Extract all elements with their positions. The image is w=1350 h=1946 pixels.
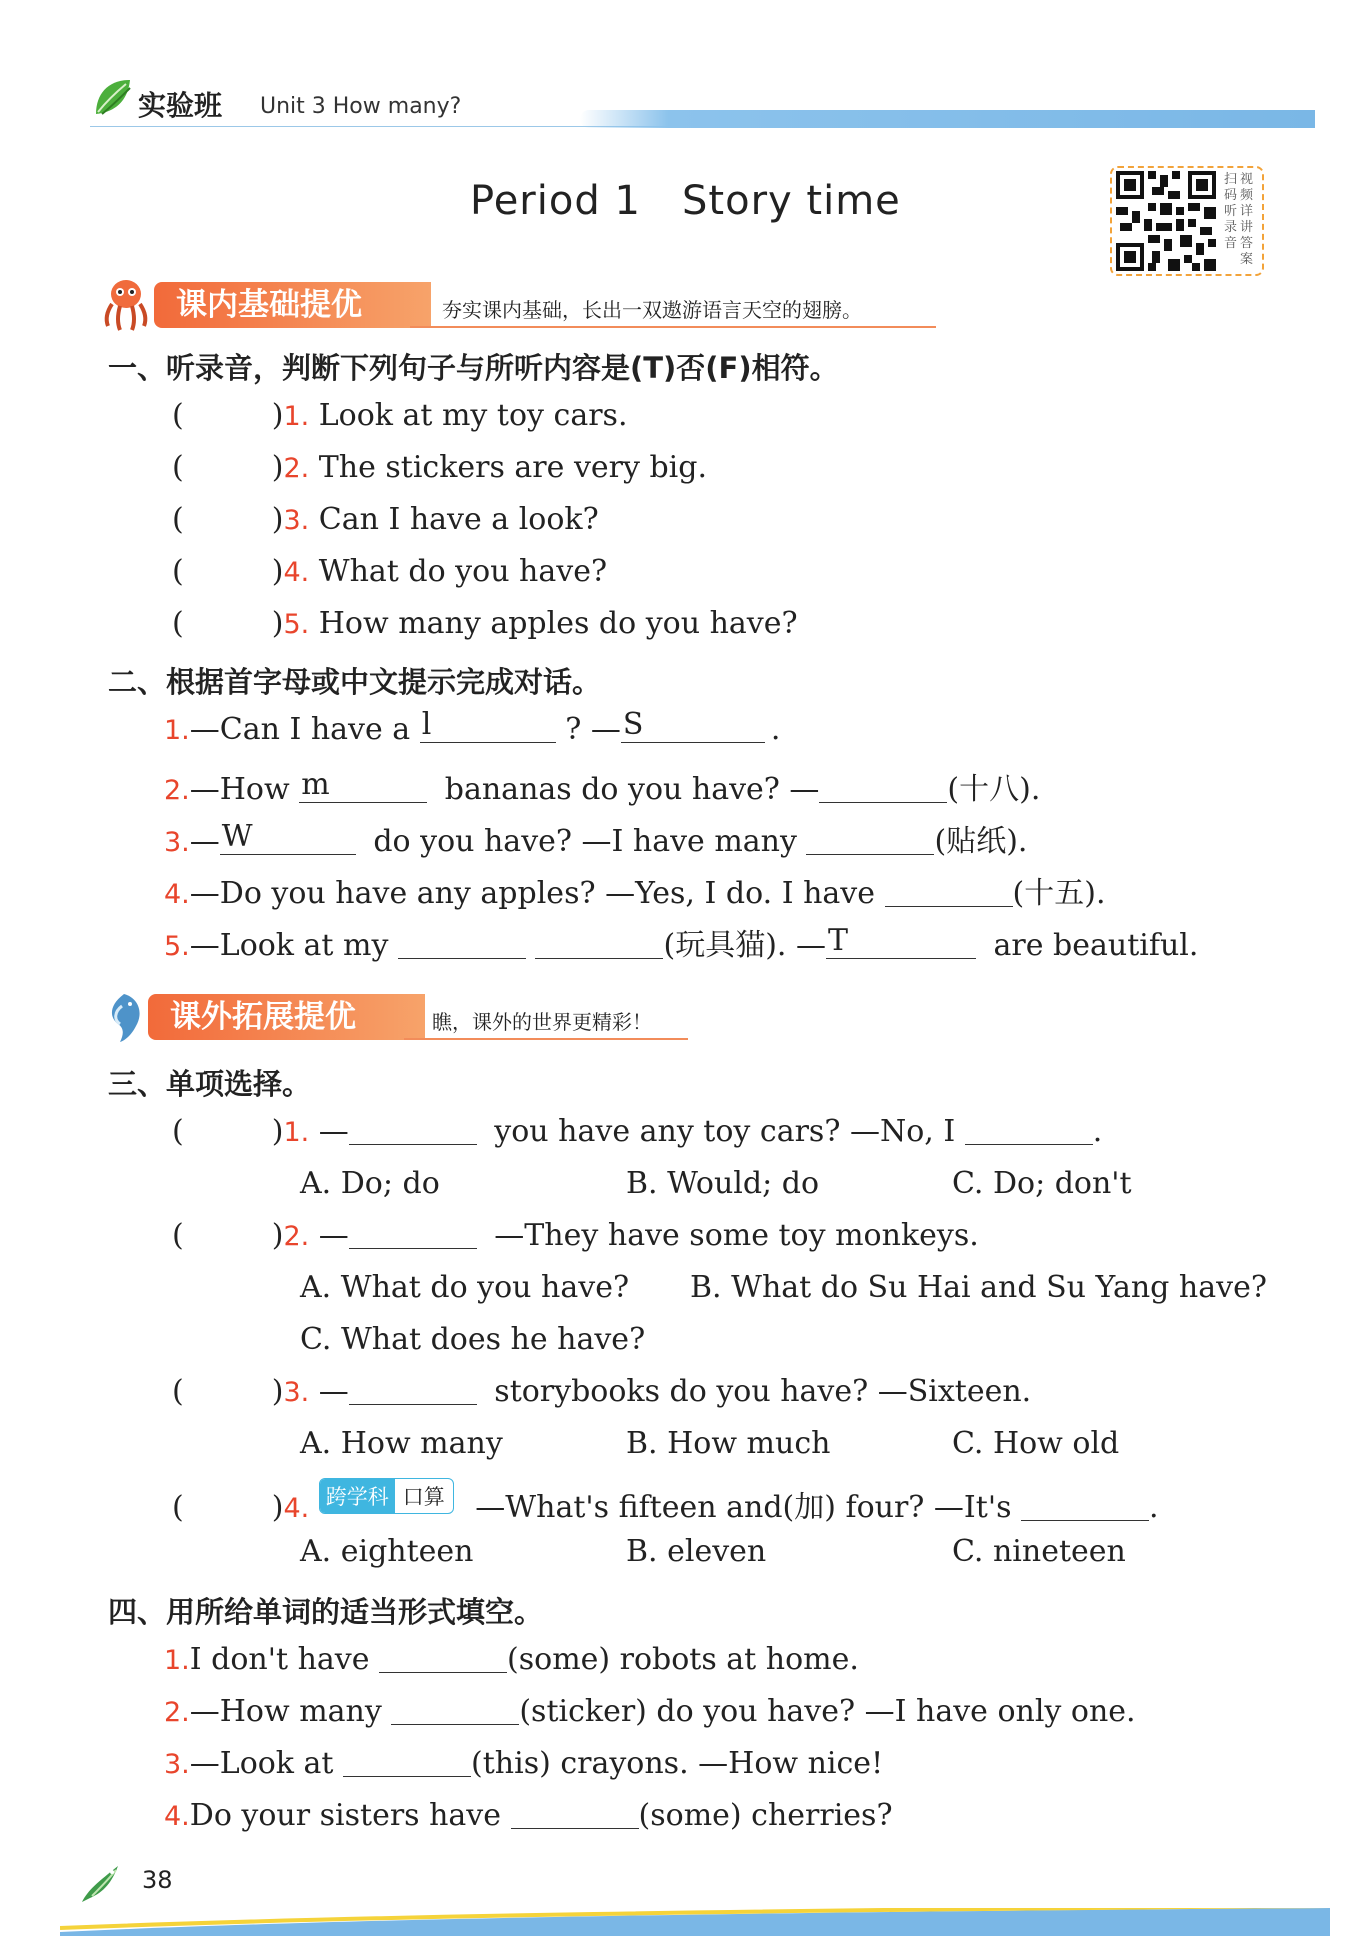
item-number: 3. [283, 505, 310, 536]
blank-input[interactable] [343, 1746, 471, 1777]
blank-input[interactable] [379, 1642, 507, 1673]
item-text: —Look at my [189, 928, 398, 963]
blank-input[interactable] [885, 876, 1013, 907]
item-text: —They have some toy monkeys. [494, 1218, 979, 1253]
section-banner-basic: 课内基础提优 [154, 282, 431, 328]
part4-item-1 [164, 1642, 859, 1677]
option-c[interactable]: C. What does he have? [300, 1322, 646, 1357]
item-number: 5. [164, 931, 190, 962]
option-c[interactable]: C. nineteen [952, 1534, 1126, 1569]
part2-item-2 [164, 764, 1040, 808]
item-number: 1. [164, 715, 190, 746]
option-a[interactable]: A. What do you have? [300, 1270, 630, 1305]
item-number: 3. [164, 1749, 190, 1780]
blank-input[interactable] [349, 1218, 477, 1249]
item-text: What do you have? [318, 554, 608, 589]
part1-heading: 一、听录音，判断下列句子与所听内容是(T)否(F)相符。 [108, 351, 839, 385]
tag-label: 跨学科 [320, 1479, 395, 1513]
item-number: 4. [164, 879, 190, 910]
part3-q3: ( )3. — storybooks do you have? —Sixteen. [172, 1374, 1032, 1409]
item-text: (some) cherries? [638, 1798, 893, 1833]
qr-code-icon [1116, 171, 1216, 271]
item-text: (this) crayons. —How nice! [471, 1746, 884, 1781]
part4-item-2 [164, 1694, 1136, 1729]
item-number: 4. [283, 1493, 310, 1524]
part1-item-1: ( )1. Look at my toy cars. [172, 398, 628, 433]
option-b[interactable]: B. How much [626, 1426, 831, 1461]
part3-q1: ( )1. — you have any toy cars? —No, I . [172, 1114, 1103, 1149]
item-text: The stickers are very big. [318, 450, 708, 485]
item-text: —Do you have any apples? —Yes, I do. I have [189, 876, 885, 911]
part3-heading: 三、单项选择。 [108, 1067, 312, 1101]
item-text: How many apples do you have? [318, 606, 798, 641]
blank-input[interactable] [220, 819, 356, 855]
unit-title: Unit 3 How many? [260, 94, 462, 119]
banner-underline [404, 1038, 688, 1040]
qr-caption-2: 视频详讲答案 [1240, 172, 1254, 267]
option-c[interactable]: C. How old [952, 1426, 1120, 1461]
item-text: Can I have a look? [318, 502, 599, 537]
octopus-icon [100, 276, 152, 332]
footer-bird-icon [78, 1862, 124, 1906]
blank-input[interactable] [420, 707, 556, 743]
item-text: Look at my toy cars. [318, 398, 628, 433]
blank-input[interactable] [391, 1694, 519, 1725]
blank-input[interactable] [1021, 1490, 1149, 1521]
option-b[interactable]: B. eleven [626, 1534, 767, 1569]
item-number: 4. [164, 1801, 190, 1832]
blank-input[interactable] [349, 1374, 477, 1405]
item-text: (十五). [1012, 876, 1106, 911]
footer-band [60, 1908, 1330, 1936]
item-text: . [770, 712, 781, 747]
part2-item-5 [164, 920, 1198, 964]
item-text: (贴纸). [934, 824, 1028, 859]
item-text: Do your sisters have [189, 1798, 511, 1833]
item-number: 2. [164, 775, 190, 806]
item-text: — [318, 1114, 349, 1149]
part2-item-4 [164, 868, 1105, 912]
item-text: —How many [189, 1694, 392, 1729]
hint-letter: W [221, 819, 253, 854]
page-number: 38 [142, 1866, 173, 1894]
item-number: 1. [283, 1117, 310, 1148]
item-number: 2. [283, 453, 310, 484]
section-tagline-basic: 夯实课内基础，长出一双遨游语言天空的翅膀。 [442, 298, 862, 322]
option-a[interactable]: A. Do; do [300, 1166, 440, 1201]
hint-letter: m [301, 767, 330, 802]
part3-q4: ( )4. 跨学科 口算 —What's fifteen and(加) four? —It's . [172, 1478, 1159, 1526]
option-c[interactable]: C. Do; don't [952, 1166, 1132, 1201]
item-text: —Look at [189, 1746, 344, 1781]
blank-input[interactable] [349, 1114, 477, 1145]
item-text: (十八). [947, 772, 1041, 807]
banner-underline [410, 326, 936, 328]
item-number: 3. [164, 827, 190, 858]
option-b[interactable]: B. Would; do [626, 1166, 820, 1201]
item-text: I don't have [189, 1642, 380, 1677]
blank-input[interactable] [806, 824, 934, 855]
item-text: — [318, 1374, 349, 1409]
blank-input[interactable] [621, 707, 765, 743]
part4-heading: 四、用所给单词的适当形式填空。 [108, 1595, 544, 1629]
blank-input[interactable] [965, 1114, 1093, 1145]
hint-letter: l [421, 707, 432, 742]
section-banner-extend: 课外拓展提优 [148, 994, 425, 1040]
blank-input[interactable] [826, 923, 976, 959]
item-text: —How [189, 772, 300, 807]
item-text: — [189, 824, 220, 859]
qr-code-box [1110, 166, 1264, 276]
part2-item-1 [164, 707, 781, 747]
item-number: 4. [283, 557, 310, 588]
part1-item-5: ( )5. How many apples do you have? [172, 606, 798, 641]
part2-item-3 [164, 816, 1027, 860]
option-b[interactable]: B. What do Su Hai and Su Yang have? [690, 1270, 1267, 1305]
item-text: ? — [565, 712, 621, 747]
blank-input[interactable] [511, 1798, 639, 1829]
item-text: —What's fifteen and(加) four? —It's [475, 1490, 1012, 1525]
part4-item-4 [164, 1798, 893, 1833]
option-a[interactable]: A. eighteen [300, 1534, 474, 1569]
item-number: 1. [164, 1645, 190, 1676]
hint-letter: T [827, 923, 848, 958]
item-text: —Can I have a [189, 712, 420, 747]
hint-letter: S [622, 707, 644, 742]
dolphin-icon [102, 990, 148, 1044]
brand-leaf-icon [92, 76, 134, 118]
part1-item-2: ( )2. The stickers are very big. [172, 450, 708, 485]
section-tagline-extend: 瞧，课外的世界更精彩！ [432, 1010, 652, 1034]
blank-input[interactable] [299, 767, 427, 803]
part4-item-3 [164, 1746, 883, 1781]
blank-input[interactable] [398, 928, 526, 959]
tag-label: 口算 [402, 1485, 445, 1509]
item-text: (sticker) do you have? —I have only one. [519, 1694, 1136, 1729]
qr-caption-1: 扫码听录音 [1224, 172, 1238, 251]
brand-title: 实验班 [138, 89, 223, 122]
option-a[interactable]: A. How many [300, 1426, 503, 1461]
part3-q2: ( )2. — —They have some toy monkeys. [172, 1218, 979, 1253]
item-text: bananas do you have? — [444, 772, 820, 807]
part1-item-3: ( )3. Can I have a look? [172, 502, 599, 537]
page-title: Period 1 Story time [470, 178, 901, 224]
item-text: storybooks do you have? —Sixteen. [494, 1374, 1032, 1409]
item-number: 2. [164, 1697, 190, 1728]
cross-subject-tag [319, 1478, 454, 1514]
item-number: 2. [283, 1221, 310, 1252]
item-number: 3. [283, 1377, 310, 1408]
item-text: — [318, 1218, 349, 1253]
item-text: . [1149, 1490, 1159, 1525]
header-band [580, 110, 1315, 128]
part2-heading: 二、根据首字母或中文提示完成对话。 [108, 665, 602, 699]
blank-input[interactable] [535, 928, 663, 959]
item-text: do you have? —I have many [373, 824, 807, 859]
item-text: are beautiful. [993, 928, 1199, 963]
item-text: you have any toy cars? —No, I [494, 1114, 956, 1149]
item-number: 5. [283, 609, 310, 640]
item-number: 1. [283, 401, 310, 432]
item-text: . [1092, 1114, 1103, 1149]
part1-item-4: ( )4. What do you have? [172, 554, 608, 589]
blank-input[interactable] [819, 772, 947, 803]
item-text: (some) robots at home. [507, 1642, 859, 1677]
item-text: (玩具猫). — [663, 928, 826, 963]
